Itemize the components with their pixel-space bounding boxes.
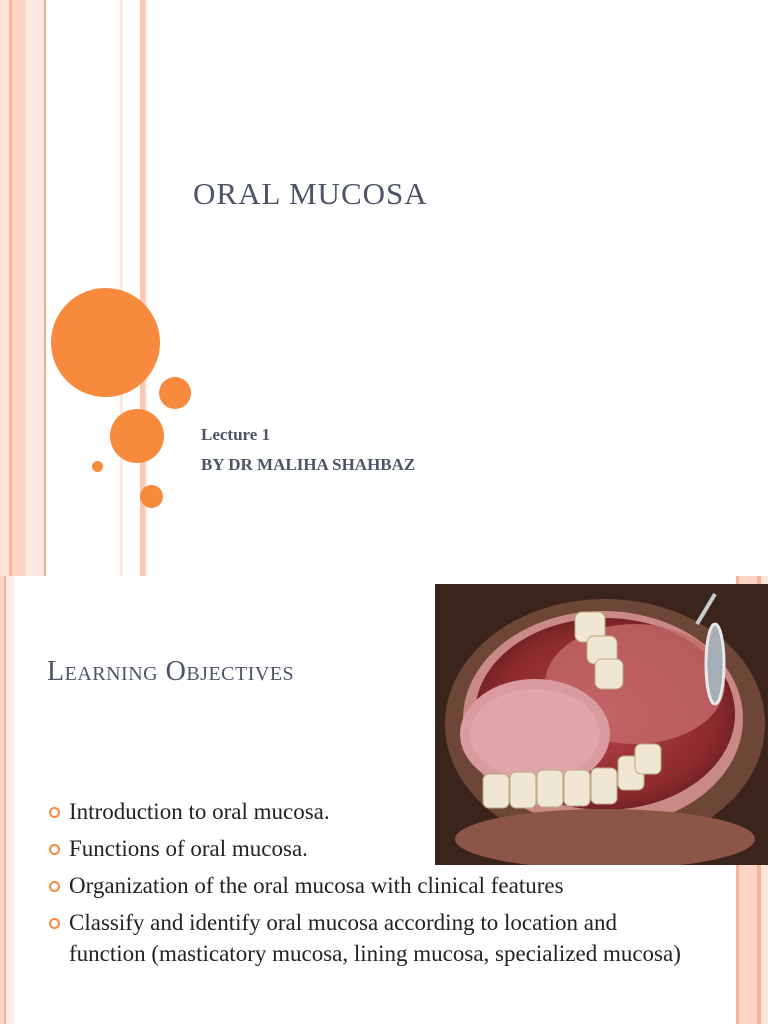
list-item: [48, 833, 688, 864]
slide-title: Learning Objectives: [47, 656, 295, 687]
decor-stripe: [120, 0, 123, 576]
decor-stripe: [44, 0, 46, 576]
objectives-list: [48, 796, 688, 975]
list-item: [48, 870, 688, 901]
decor-circle-medium: [110, 409, 164, 463]
bullet-text: Functions of oral mucosa.: [69, 836, 308, 861]
bullet-text: Organization of the oral mucosa with clinical features: [69, 873, 564, 898]
bullet-text: Classify and identify oral mucosa according to location and function (masticatory mucosa, lining mucosa, specialized mucosa): [69, 910, 681, 966]
slide-title: ORAL MUCOSA: [193, 176, 428, 211]
list-item: [48, 907, 688, 969]
decor-stripe: [26, 0, 44, 576]
decor-circle-large: [51, 288, 160, 397]
decor-stripe: [6, 576, 14, 1024]
decor-stripe: [12, 0, 26, 576]
bullet-ring-icon: [49, 844, 60, 855]
bullet-ring-icon: [49, 881, 60, 892]
decor-circle-small: [159, 377, 191, 409]
bullet-ring-icon: [49, 918, 60, 929]
list-item: [48, 796, 688, 827]
decor-circle-small: [140, 485, 163, 508]
lecture-label: Lecture 1: [201, 425, 271, 444]
bullet-text: Introduction to oral mucosa.: [69, 799, 330, 824]
decor-stripe: [0, 0, 9, 576]
decor-circle-tiny: [92, 461, 103, 472]
author-label: BY DR MALIHA SHAHBAZ: [201, 455, 416, 474]
bullet-ring-icon: [49, 807, 60, 818]
